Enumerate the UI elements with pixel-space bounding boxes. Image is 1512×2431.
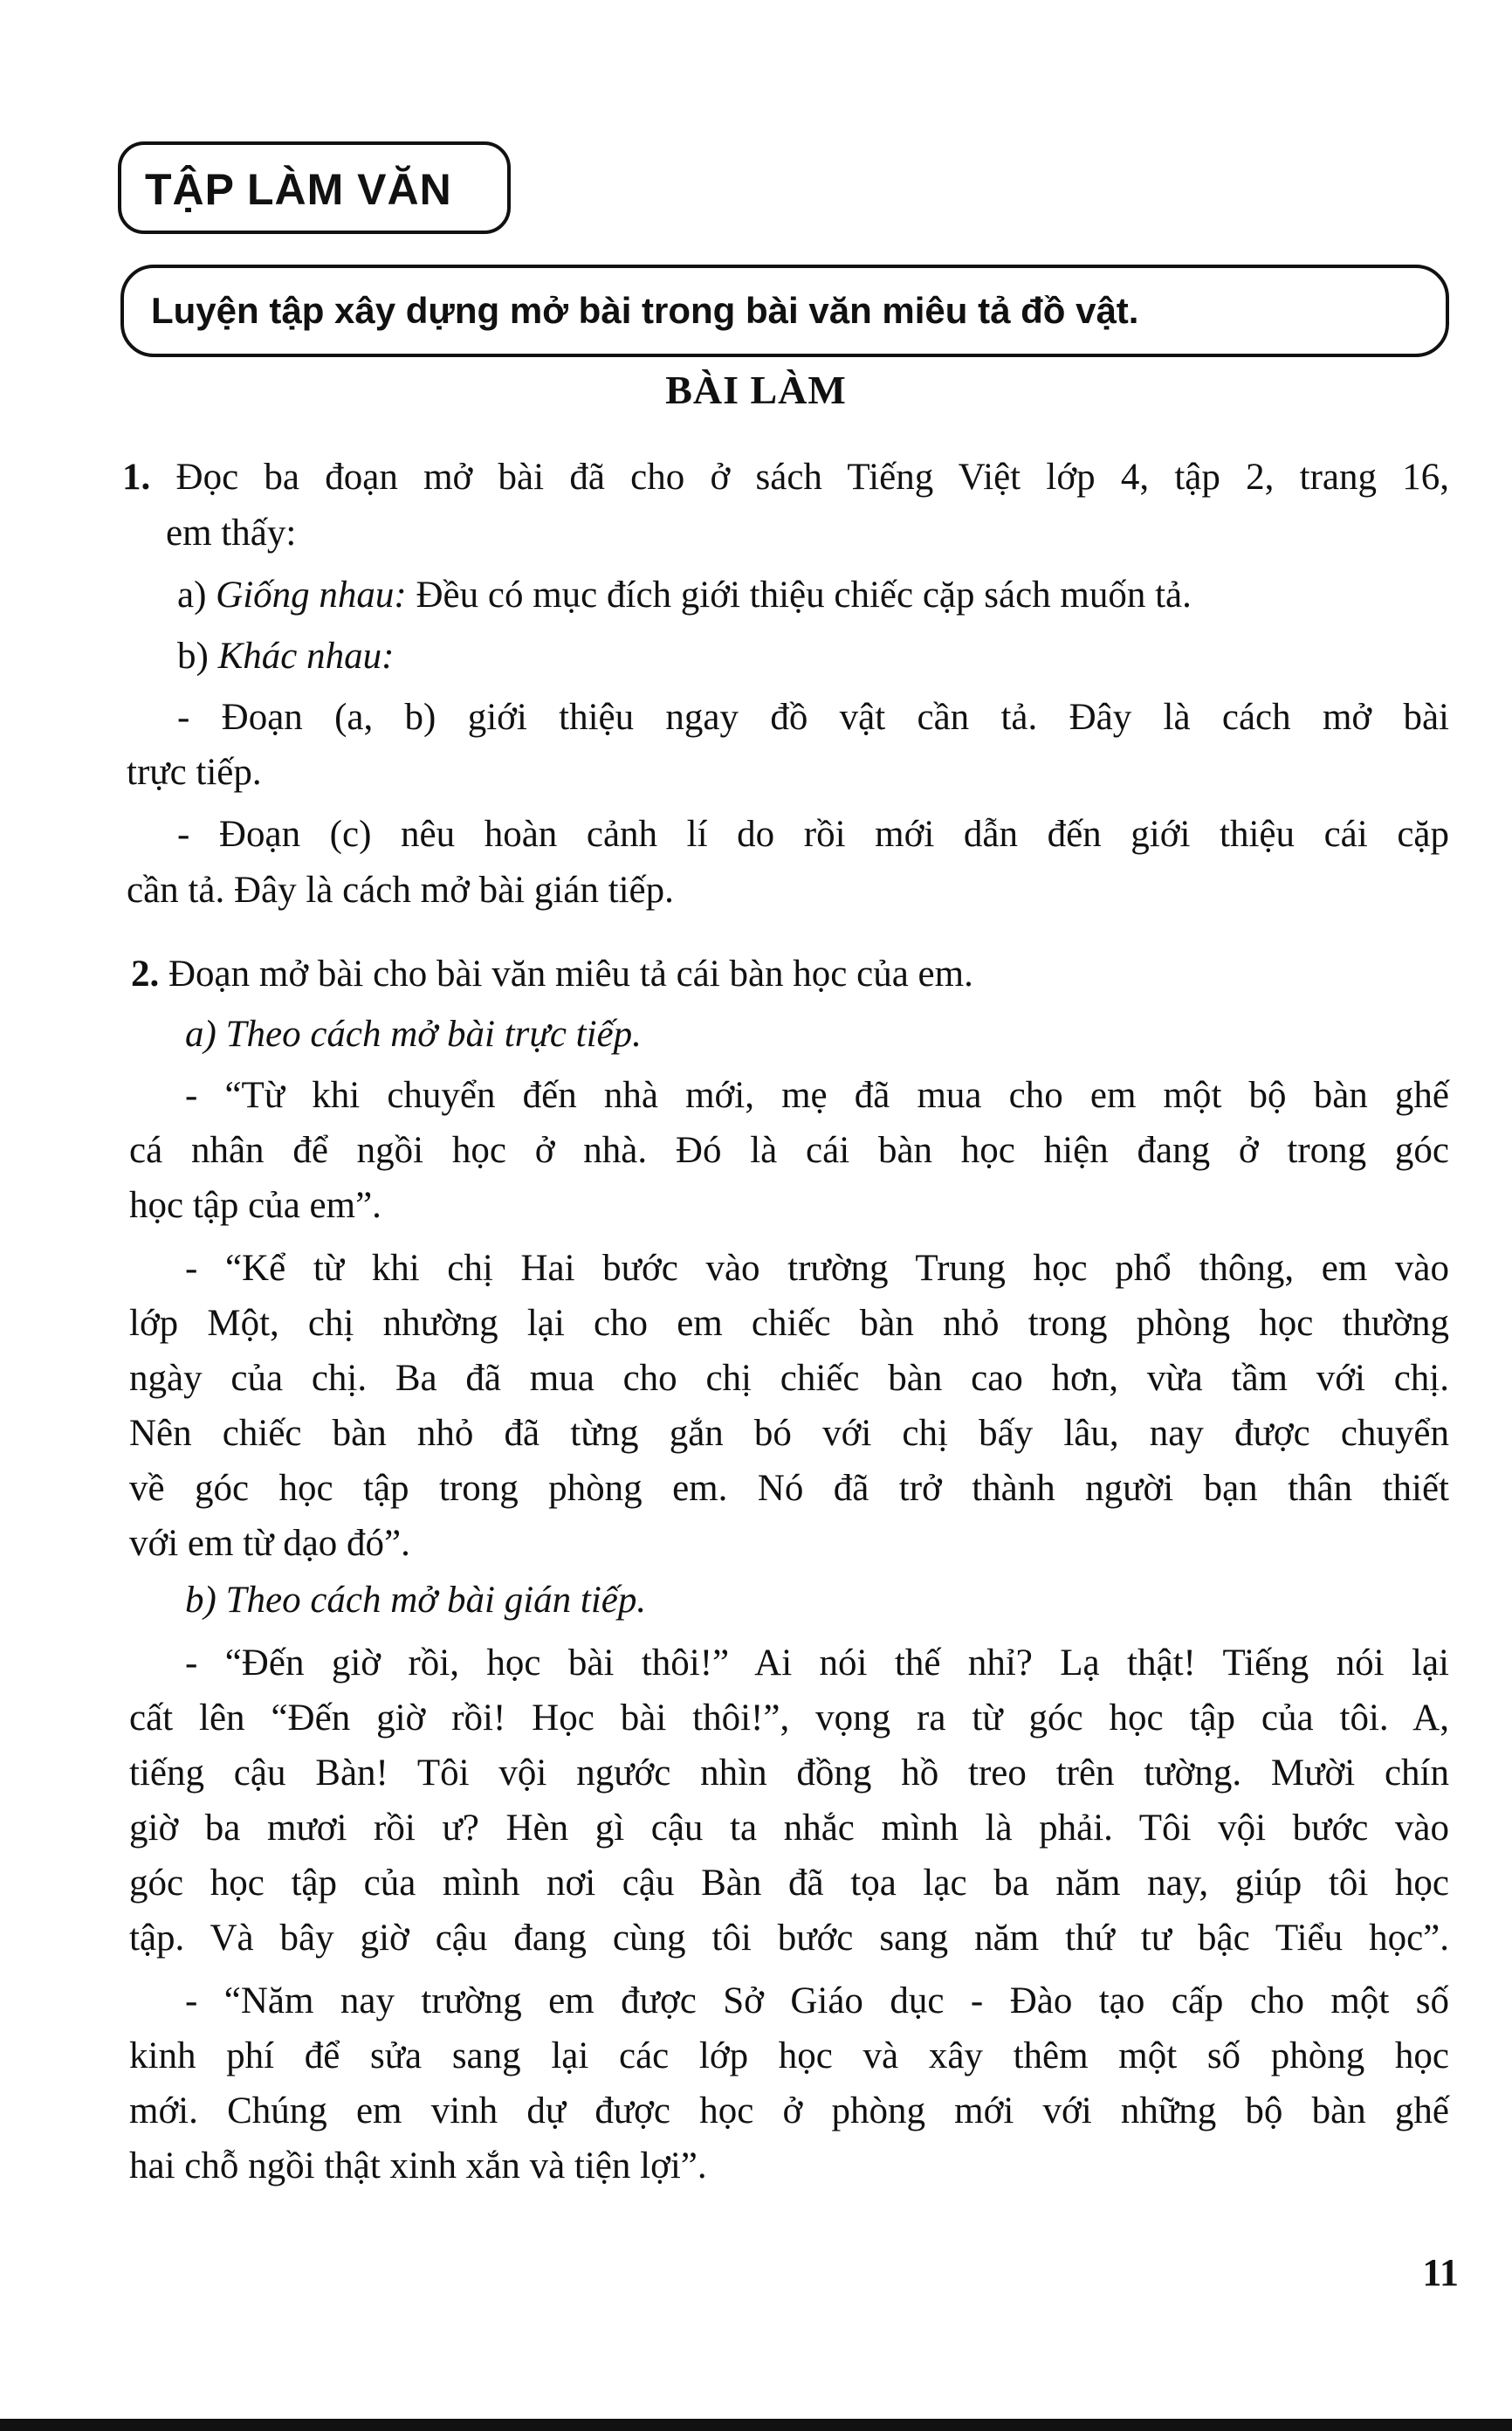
part2-a-heading: a) Theo cách mở bài trực tiếp.: [185, 1014, 642, 1055]
quote-3-line-3: tiếng cậu Bàn! Tôi vội ngước nhìn đồng hồ treo trên tường. Mười chín: [129, 1753, 1449, 1794]
part1-diff-1-line-2: trực tiếp.: [127, 752, 262, 793]
quote-1-line-1: - “Từ khi chuyển đến nhà mới, mẹ đã mua cho em một bộ bàn ghế: [185, 1075, 1449, 1116]
part2-b-heading: b) Theo cách mở bài gián tiếp.: [185, 1580, 647, 1621]
page-number: 11: [1422, 2251, 1459, 2294]
part1-diff-1-line-1: - Đoạn (a, b) giới thiệu ngay đồ vật cần tả. Đây là cách mở bài: [177, 697, 1449, 738]
quote-2-line-3: ngày của chị. Ba đã mua cho chị chiếc bàn cao hơn, vừa tầm với chị.: [129, 1358, 1449, 1399]
quote-3-line-6: tập. Và bây giờ cậu đang cùng tôi bước sang năm thứ tư bậc Tiểu học”.: [129, 1918, 1449, 1959]
quote-3-line-1: - “Đến giờ rồi, học bài thôi!” Ai nói thế nhỉ? Lạ thật! Tiếng nói lại: [185, 1642, 1449, 1684]
quote-3-line-4: giờ ba mươi rồi ư? Hèn gì cậu ta nhắc mình là phải. Tôi vội bước vào: [129, 1808, 1449, 1849]
quote-3-line-5: góc học tập của mình nơi cậu Bàn đã tọa lạc ba năm nay, giúp tôi học: [129, 1863, 1449, 1904]
part1-similar: a) Giống nhau: Đều có mục đích giới thiệu chiếc cặp sách muốn tả.: [177, 575, 1192, 616]
page-heading: BÀI LÀM: [665, 368, 847, 412]
part2-intro: 2. Đoạn mở bài cho bài văn miêu tả cái bàn học của em.: [131, 954, 973, 995]
quote-1-line-2: cá nhân để ngồi học ở nhà. Đó là cái bàn học hiện đang ở trong góc: [129, 1130, 1449, 1171]
part1-diff-2-line-2: cần tả. Đây là cách mở bài gián tiếp.: [127, 870, 674, 911]
lesson-subtitle-box: [120, 265, 1449, 357]
part1-line-1: 1. Đọc ba đoạn mở bài đã cho ở sách Tiếng Việt lớp 4, tập 2, trang 16,: [122, 457, 1450, 498]
section-title: TẬP LÀM VĂN: [145, 165, 452, 214]
part2-number: 2.: [131, 954, 160, 995]
part1-number: 1.: [122, 457, 151, 498]
quote-4-line-4: hai chỗ ngồi thật xinh xắn và tiện lợi”.: [129, 2145, 707, 2187]
bottom-border: [0, 2419, 1512, 2431]
part1-line-2: em thấy:: [166, 513, 297, 554]
quote-4-line-1: - “Năm nay trường em được Sở Giáo dục - Đào tạo cấp cho một số: [185, 1980, 1449, 2021]
quote-1-line-3: học tập của em”.: [129, 1185, 381, 1226]
section-title-box: [118, 141, 511, 234]
quote-2-line-2: lớp Một, chị nhường lại cho em chiếc bàn nhỏ trong phòng học thường: [129, 1303, 1449, 1344]
part1-diff-2-line-1: - Đoạn (c) nêu hoàn cảnh lí do rồi mới dẫn đến giới thiệu cái cặp: [177, 814, 1449, 855]
quote-2-line-6: với em từ dạo đó”.: [129, 1523, 410, 1564]
quote-2-line-5: về góc học tập trong phòng em. Nó đã trở thành người bạn thân thiết: [129, 1468, 1449, 1509]
lesson-subtitle: Luyện tập xây dựng mở bài trong bài văn miêu tả đồ vật.: [151, 290, 1139, 331]
quote-3-line-2: cất lên “Đến giờ rồi! Học bài thôi!”, vọng ra từ góc học tập của tôi. A,: [129, 1698, 1449, 1739]
quote-2-line-4: Nên chiếc bàn nhỏ đã từng gắn bó với chị bấy lâu, nay được chuyển: [129, 1413, 1449, 1454]
quote-2-line-1: - “Kể từ khi chị Hai bước vào trường Trung học phổ thông, em vào: [185, 1248, 1449, 1289]
quote-4-line-2: kinh phí để sửa sang lại các lớp học và xây thêm một số phòng học: [129, 2035, 1449, 2076]
part1-different: b) Khác nhau:: [177, 636, 395, 677]
quote-4-line-3: mới. Chúng em vinh dự được học ở phòng mới với những bộ bàn ghế: [129, 2090, 1449, 2131]
